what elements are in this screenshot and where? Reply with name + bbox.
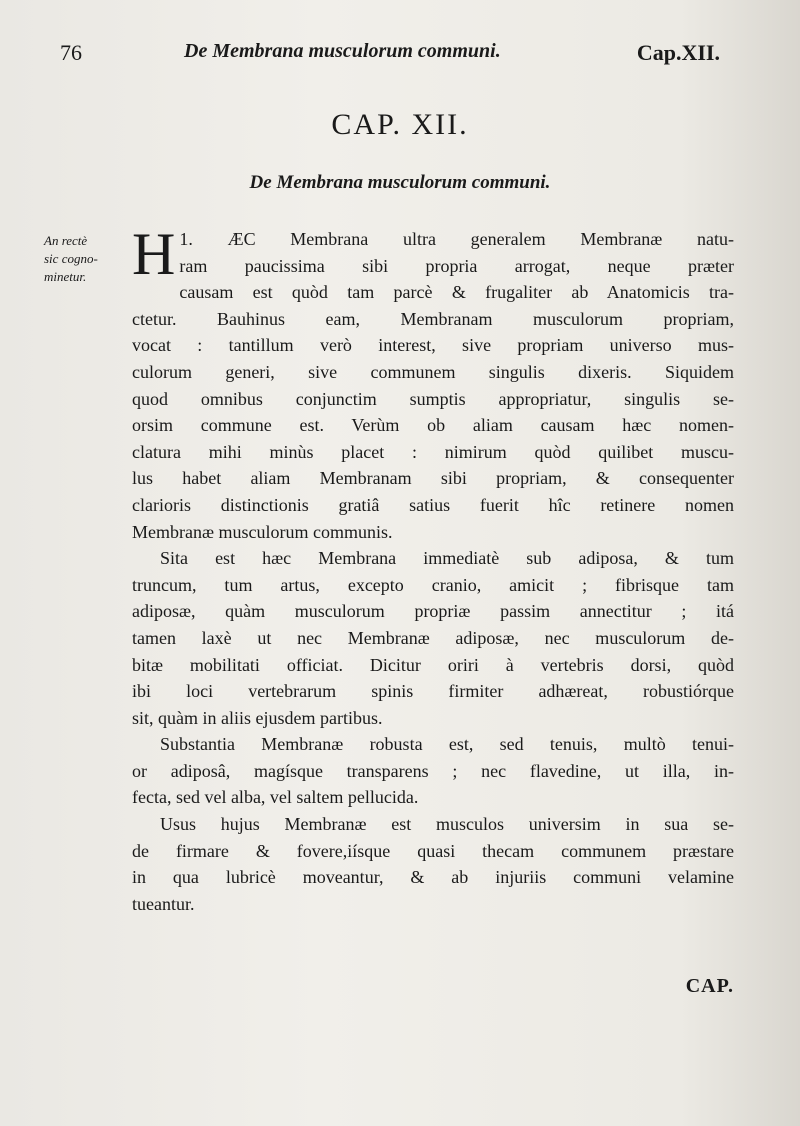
text-line: 1. H ÆC Membrana ultra generalem Membranæ natu- <box>132 221 735 287</box>
text-line: vocat : tantillum verò interest, sive propriam universo mus- <box>132 335 734 356</box>
catchword: CAP. <box>685 975 734 997</box>
text-line: adiposæ, quàm musculorum propriæ passim annectitur ; itá <box>132 601 734 622</box>
text-line: clarioris distinctionis gratiâ satius fuerit hîc retinere nomen <box>132 494 734 515</box>
margin-note-line: minetur. <box>44 269 87 284</box>
chapter-heading: CAP. XII. <box>331 108 469 141</box>
text-line: bitæ mobilitati officiat. Dicitur oriri à vertebris dorsi, quòd <box>132 654 734 675</box>
text-line: quod omnibus conjunctim sumptis appropriatur, singulis se- <box>132 388 734 409</box>
text-line: sit, quàm in aliis ejusdem partibus. <box>132 707 383 728</box>
text-line: Usus hujus Membranæ est musculos universim in sua se- <box>160 814 734 835</box>
text-line: culorum generi, sive communem singulis dixeris. Siquidem <box>132 361 734 382</box>
text-line: clatura mihi minùs placet : nimirum quòd quilibet muscu- <box>132 441 734 462</box>
text-line: lus habet aliam Membranam sibi propriam, & consequenter <box>132 468 734 489</box>
text-line: ram paucissima sibi propria arrogat, neque præter <box>179 255 734 276</box>
text-line: or adiposâ, magísque transparens ; nec flavedine, ut illa, in- <box>132 760 734 781</box>
text-line: orsim commune est. Verùm ob aliam causam hæc nomen- <box>132 415 734 436</box>
section-number: 1. <box>179 229 193 249</box>
text-line: fecta, sed vel alba, vel saltem pellucida. <box>132 787 419 808</box>
text-line: de firmare & fovere,iísque quasi thecam communem præstare <box>132 840 734 861</box>
text-line: Substantia Membranæ robusta est, sed tenuis, multò tenui- <box>160 734 734 755</box>
page-number: 76 <box>60 40 82 65</box>
text-line: ibi loci vertebrarum spinis firmiter adhæreat, robustiórque <box>132 681 734 702</box>
paragraph-3 <box>132 731 734 811</box>
paragraph-1 <box>132 221 735 545</box>
chapter-reference: Cap.XII. <box>636 40 720 65</box>
text-line: Membranæ musculorum communis. <box>132 521 393 542</box>
text-line: tueantur. <box>132 893 195 914</box>
text-line: Sita est hæc Membrana immediatè sub adiposa, & tum <box>160 548 734 569</box>
paragraph-2 <box>132 545 734 731</box>
running-header <box>60 40 720 76</box>
text-line: tamen laxè ut nec Membranæ adiposæ, nec musculorum de- <box>132 627 734 648</box>
body-text <box>132 221 735 917</box>
margin-note <box>44 232 124 286</box>
running-title: De Membrana musculorum communi. <box>184 40 501 62</box>
margin-note-line: sic cogno- <box>44 251 98 266</box>
drop-cap: H <box>132 221 176 287</box>
text-line: ctetur. Bauhinus eam, Membranam musculorum propriam, <box>132 308 734 329</box>
margin-note-line: An rectè <box>44 233 88 248</box>
paragraph-4 <box>132 811 734 917</box>
text-line: truncum, tum artus, excepto cranio, amicit ; fibrisque tam <box>132 574 734 595</box>
text-line: in qua lubricè moveantur, & ab injuriis communi velamine <box>132 867 734 888</box>
text-line: causam est quòd tam parcè & frugaliter ab Anatomicis tra- <box>179 282 734 303</box>
chapter-subtitle: De Membrana musculorum communi. <box>249 172 551 193</box>
